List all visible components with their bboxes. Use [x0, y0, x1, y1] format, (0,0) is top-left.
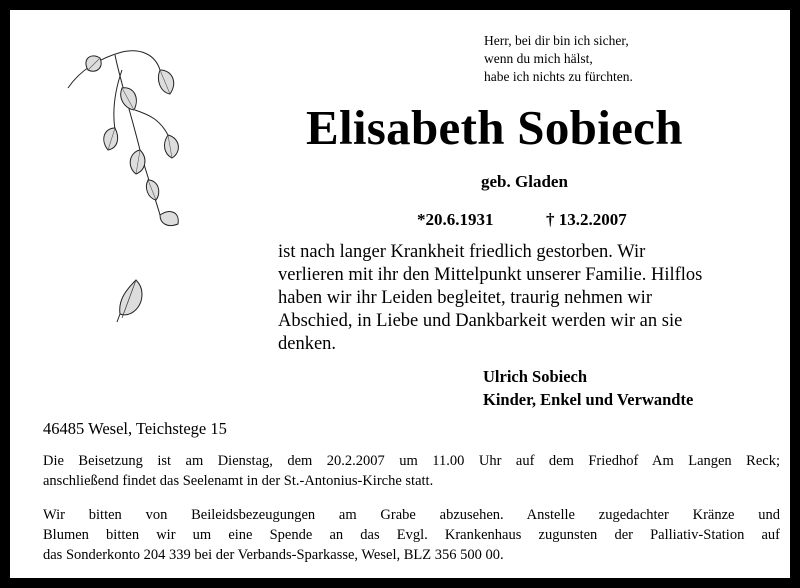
announcement-line: verlieren mit ihr den Mittelpunkt unserer Familie. Hilflos: [278, 265, 703, 285]
verse-line: Herr, bei dir bin ich sicher,: [484, 33, 629, 48]
funeral-line: Die Beisetzung ist am Dienstag, dem 20.2.2007 um 11.00 Uhr auf dem Friedhof Am Langen Reck;: [43, 453, 780, 469]
mourner-line: Kinder, Enkel und Verwandte: [483, 390, 694, 409]
mourners: [483, 365, 693, 411]
donation-line: das Sonderkonto 204 339 bei der Verbands-Sparkasse, Wesel, BLZ 356 500 00.: [43, 547, 504, 563]
bible-verse: [484, 32, 784, 86]
announcement-line: Abschied, in Liebe und Dankbarkeit werden wir an sie: [278, 311, 683, 331]
verse-line: wenn du mich hälst,: [484, 51, 593, 66]
donation-info: [43, 505, 780, 565]
birth-date: *20.6.1931: [417, 210, 494, 229]
maiden-name: geb. Gladen: [481, 172, 568, 191]
announcement-line: denken.: [278, 334, 337, 354]
birch-branch-icon: [60, 40, 190, 230]
donation-line: Wir bitten von Beileidsbezeugungen am Grabe abzusehen. Anstelle zugedachter Kränze und: [43, 507, 780, 523]
funeral-info: [43, 451, 780, 491]
funeral-line: anschließend findet das Seelenamt in der St.-Antonius-Kirche statt.: [43, 473, 434, 489]
donation-line: Blumen bitten wir um eine Spende an das Evgl. Krankenhaus zugunsten der Palliativ-Station auf: [43, 527, 780, 543]
verse-line: habe ich nichts zu fürchten.: [484, 69, 633, 84]
falling-leaf-icon: [114, 278, 148, 324]
announcement-text: [278, 241, 770, 356]
family-address: 46485 Wesel, Teichstege 15: [43, 419, 227, 438]
announcement-line: haben wir ihr Leiden begleitet, traurig nehmen wir: [278, 288, 652, 308]
deceased-name: Elisabeth Sobiech: [306, 100, 683, 155]
announcement-line: ist nach langer Krankheit friedlich gestorben. Wir: [278, 242, 646, 262]
death-date: † 13.2.2007: [546, 210, 627, 229]
mourner-line: Ulrich Sobiech: [483, 367, 588, 386]
